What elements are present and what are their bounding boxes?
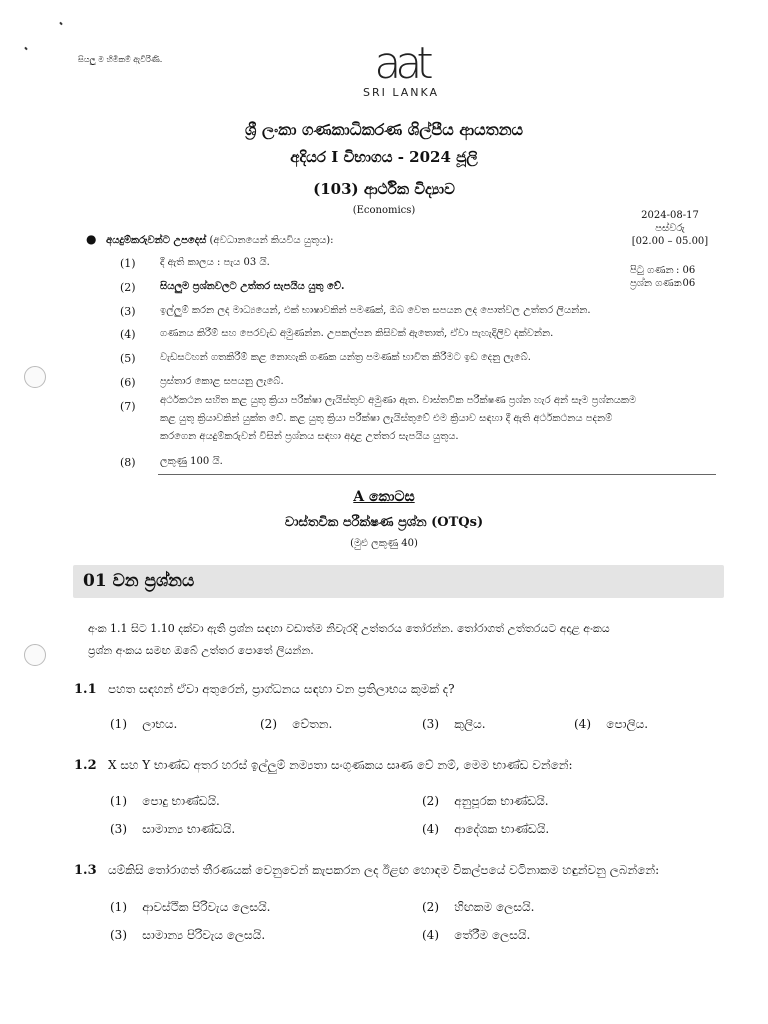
option-num: (4) — [574, 717, 591, 731]
subject-english: (Economics) — [352, 205, 416, 216]
option-num: (3) — [422, 717, 439, 731]
option-num: (3) — [110, 928, 127, 942]
logo-text: aat — [374, 38, 428, 89]
option — [422, 900, 534, 915]
option-num: (2) — [422, 794, 439, 808]
question-number: 1.3 — [74, 863, 97, 878]
copyright-note: සියලු ම හිමිකම් ඇවිරිණි. — [78, 55, 163, 64]
option — [574, 717, 648, 732]
question-number: 1.2 — [74, 758, 97, 773]
option-text: ආවස්ථික පිරිවැය ලෙසයි. — [142, 900, 271, 914]
option-num: (2) — [422, 900, 439, 914]
option-text: ආදේශක භාණ්ඩයි. — [454, 822, 550, 836]
option-num: (4) — [422, 822, 439, 836]
option-text: පොලිය. — [606, 717, 649, 731]
punch-hole — [24, 366, 46, 388]
instructions-heading: ● අයදුම්කරුවන්ට උපදෙස් (අවධානයෙන් කියවිය යුතුය): — [86, 232, 334, 246]
question-intro-line: ප්‍රශ්න අංකය සමඟ ඔබේ උත්තර පොතේ ලියන්න. — [88, 644, 314, 657]
option — [422, 928, 530, 943]
instruction-line: කරගෙන අයදුම්කරුවන් විසින් ප්‍රශ්නය සඳහා අදාළ උත්තර සැපයිය යුතුය. — [160, 431, 459, 442]
instruction-text: ලකුණු 100 යි. — [160, 456, 223, 467]
option — [110, 794, 220, 809]
divider — [158, 474, 716, 475]
instruction-num: (8) — [120, 456, 136, 469]
instruction-text — [160, 392, 720, 446]
option — [110, 822, 235, 837]
instruction-line: අර්ථකථන සහිත කළ යුතු ක්‍රියා පරීක්ෂා ලැයිස්තුව අමුණා ඇත. වාස්තවික පරීක්ෂණ ප්‍රශ්න හැර අන් සෑම ප්‍රශ්නයකම — [160, 395, 637, 406]
question-text: පහත සඳහන් ඒවා අතුරෙන්, ප්‍රාග්ධනය සඳහා වන ප්‍රතිලාභය කුමක් ද? — [108, 682, 455, 696]
scan-mark — [59, 22, 62, 26]
option-num: (1) — [110, 794, 127, 808]
aat-logo — [356, 38, 446, 99]
exam-date: 2024-08-17 — [641, 210, 699, 221]
question-intro-line: අංක 1.1 සිට 1.10 දක්වා ඇති ප්‍රශ්න සඳහා වඩාත්ම නිවැරදි උත්තරය තෝරන්න. තෝරාගත් උත්තරයට අදාළ අංකය — [88, 622, 610, 635]
option — [260, 717, 332, 732]
pages-label: පිටු ගණන — [630, 265, 674, 276]
instruction-text: ගණනය කිරීම් සහ පෙරවැඩ අමුණන්න. උපකල්පන කිසිවක් ඇතොත්, ඒවා පැහැදිලිව දක්වන්න. — [160, 328, 554, 339]
instruction-num: (7) — [120, 400, 136, 413]
logo-subtext: SRI LANKA — [362, 86, 440, 99]
instruction-text: ඉල්ලුම් කරන ලද මාධ්‍යයෙන්, එක් භාෂාවකින් පමණක්, ඔබ වෙත සපයන ලද පොත්වල උත්තර ලියන්න. — [160, 305, 591, 316]
punch-hole — [24, 644, 46, 666]
instruction-text: වැඩසටහන් ගතකිරීම් කළ නොහැකි ගණක යන්ත්‍ර පමණක් භාවිත කිරීමට ඉඩ දෙනු ලැබේ. — [160, 352, 531, 363]
option-num: (3) — [110, 822, 127, 836]
instruction-num: (5) — [120, 352, 136, 365]
option — [422, 794, 549, 809]
instruction-num: (2) — [120, 281, 136, 294]
instruction-num: (6) — [120, 376, 136, 389]
instruction-num: (3) — [120, 305, 136, 318]
option — [110, 900, 270, 915]
question-text: යම්කිසි තෝරාගත් තීරණයක් වෙනුවෙන් කැපකරන ලද ඊළඟ හොඳම විකල්පයේ වටිනාකම හඳුන්වනු ලබන්නේ: — [108, 863, 660, 877]
exam-title: අදියර I විභාගය - 2024 ජූලි — [290, 148, 478, 166]
instruction-line: කළ යුතු ක්‍රියාවකින් යුක්ත වේ. කළ යුතු ක්‍රියා පරීක්ෂා ලැයිස්තුවේ එම ක්‍රියාව සඳහා දී ඇති අර්ථකථනය පදනම් — [160, 413, 613, 424]
option-num: (4) — [422, 928, 439, 942]
option — [422, 717, 486, 732]
instruction-text: සියලුම ප්‍රශ්නවලට උත්තර සැපයිය යුතු වේ. — [160, 281, 345, 292]
option-text: සාමාන්‍ය පිරිවැය ලෙසයි. — [142, 928, 266, 942]
page-count-block — [630, 264, 720, 290]
instruction-text: දී ඇති කාලය : පැය 03 යි. — [160, 257, 270, 268]
option-text: කුලිය. — [454, 717, 486, 731]
option-num: (1) — [110, 717, 127, 731]
option-num: (1) — [110, 900, 127, 914]
section-subtitle: වාස්තවික පරීක්ෂණ ප්‍රශ්න (OTQs) — [284, 515, 484, 530]
questions-label: ප්‍රශ්න ගණන — [630, 278, 682, 289]
option-text: සාමාන්‍ය භාණ්ඩයි. — [142, 822, 236, 836]
instruction-num: (4) — [120, 328, 136, 341]
option-text: වේතන. — [292, 717, 333, 731]
option-text: පොදු භාණ්ඩයි. — [142, 794, 220, 808]
question-text: X සහ Y භාණ්ඩ අතර හරස් ඉල්ලුම් නම්‍යතා සංගුණකය සෘණ වේ නම්, මෙම භාණ්ඩ වන්නේ: — [108, 758, 573, 772]
option — [110, 928, 265, 943]
instructions-heading-text: අයදුම්කරුවන්ට උපදෙස් — [106, 235, 207, 246]
question-banner — [73, 565, 724, 598]
option-text: අනුපූරක භාණ්ඩයි. — [454, 794, 549, 808]
option-text: තේරීම ලෙසයි. — [454, 928, 531, 942]
question-banner-label: 01 වන ප්‍රශ්නය — [83, 571, 195, 591]
option-text: ලාභය. — [142, 717, 178, 731]
instructions-heading-note: (අවධානයෙන් කියවිය යුතුය): — [209, 235, 334, 246]
pages-value: : 06 — [676, 265, 696, 276]
option — [422, 822, 549, 837]
option — [110, 717, 177, 732]
subject-title: (103) ආර්ථික විද්‍යාව — [313, 180, 455, 198]
instruction-text: ප්‍රස්තාර කොළ සපයනු ලැබේ. — [160, 376, 284, 387]
question-number: 1.1 — [74, 682, 97, 697]
scan-mark — [24, 47, 27, 51]
section-marks: (මුළු ලකුණු 40) — [350, 538, 418, 549]
option-text: හිඟකම ලෙසයි. — [454, 900, 535, 914]
exam-time: [02.00 – 05.00] — [631, 236, 709, 247]
option-num: (2) — [260, 717, 277, 731]
instruction-num: (1) — [120, 257, 136, 270]
section-title: A කොටස — [353, 489, 415, 505]
question-intro — [88, 618, 610, 662]
exam-session: පස්වරු — [655, 223, 685, 234]
institute-name: ශ්‍රී ලංකා ගණකාධිකරණ ශිල්පීය ආයතනය — [244, 120, 524, 139]
questions-value: : 06 — [676, 278, 696, 289]
exam-date-block — [618, 209, 722, 248]
